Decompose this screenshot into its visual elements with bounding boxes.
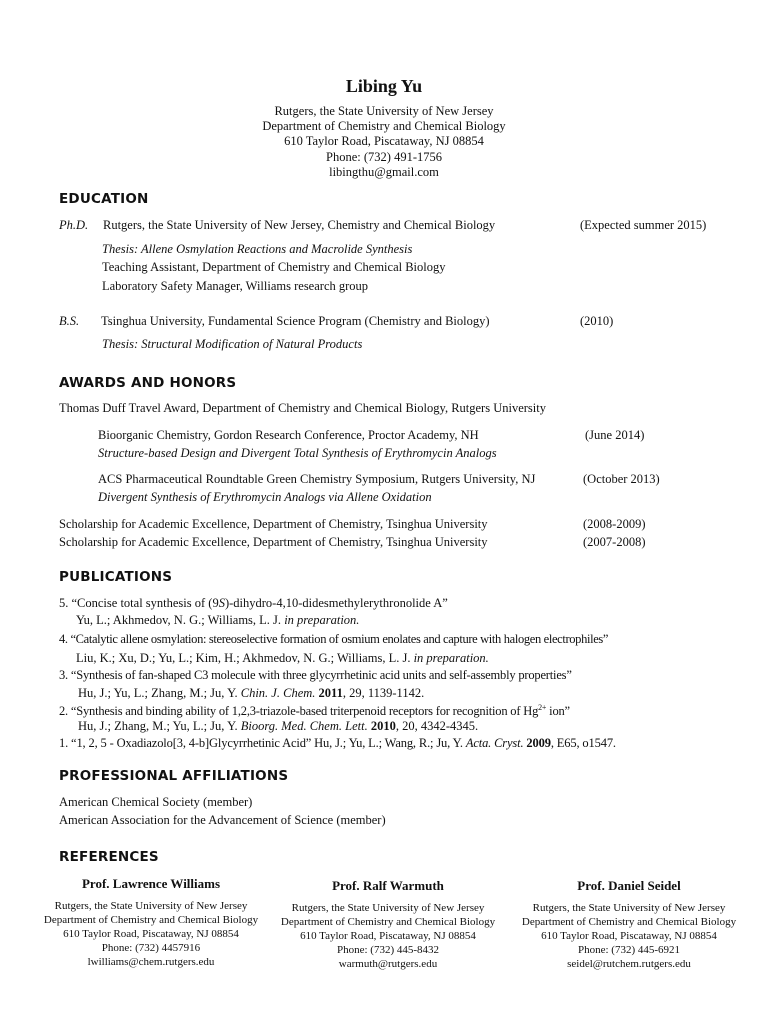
reference-line: Department of Chemistry and Chemical Biology	[280, 916, 496, 928]
affiliation-item: American Chemical Society (member)	[59, 795, 253, 809]
reference-line: Department of Chemistry and Chemical Biology	[43, 914, 259, 926]
header-address: 610 Taylor Road, Piscataway, NJ 08854	[284, 134, 484, 149]
conference-date: (June 2014)	[585, 428, 645, 442]
phd-thesis: Thesis: Allene Osmylation Reactions and Macrolide Synthesis	[102, 242, 413, 256]
scholarship: Scholarship for Academic Excellence, Department of Chemistry, Tsinghua University	[59, 517, 488, 531]
phd-detail: Teaching Assistant, Department of Chemistry and Chemical Biology	[102, 260, 446, 274]
bs-date: (2010)	[580, 314, 614, 328]
reference-line: Rutgers, the State University of New Jersey	[291, 902, 485, 914]
reference-line: Rutgers, the State University of New Jersey	[532, 902, 726, 914]
reference-line: Department of Chemistry and Chemical Biology	[521, 916, 737, 928]
awards-heading: AWARDS AND HONORS	[59, 375, 237, 391]
award-travel: Thomas Duff Travel Award, Department of Chemistry and Chemical Biology, Rutgers University	[59, 401, 546, 415]
affiliations-heading: PROFESSIONAL AFFILIATIONS	[59, 768, 289, 784]
reference-email[interactable]: seidel@rutchem.rutgers.edu	[567, 958, 691, 970]
reference-line: 610 Taylor Road, Piscataway, NJ 08854	[300, 930, 476, 942]
cv-name: Libing Yu	[345, 76, 423, 96]
conference-name: ACS Pharmaceutical Roundtable Green Chemistry Symposium, Rutgers University, NJ	[98, 472, 536, 486]
reference-email[interactable]: warmuth@rutgers.edu	[338, 958, 438, 970]
reference-card	[22, 877, 280, 969]
reference-line: 610 Taylor Road, Piscataway, NJ 08854	[63, 928, 239, 940]
phd-detail: Laboratory Safety Manager, Williams research group	[102, 279, 369, 293]
reference-line: Phone: (732) 445-6921	[577, 944, 681, 956]
bs-thesis: Thesis: Structural Modification of Natural Products	[102, 337, 363, 351]
reference-line: Phone: (732) 445-8432	[336, 944, 440, 956]
scholarship-date: (2008-2009)	[583, 517, 646, 531]
conference-talk: Structure-based Design and Divergent Total Synthesis of Erythromycin Analogs	[98, 446, 497, 460]
publication-title: 5. “Concise total synthesis of (9S)-dihydro-4,10-didesmethylerythronolide A”	[59, 596, 448, 610]
conference-talk: Divergent Synthesis of Erythromycin Analogs via Allene Oxidation	[98, 490, 432, 504]
reference-card	[500, 879, 758, 971]
scholarship: Scholarship for Academic Excellence, Department of Chemistry, Tsinghua University	[59, 535, 488, 549]
publications-heading: PUBLICATIONS	[59, 569, 173, 585]
reference-name: Prof. Ralf Warmuth	[332, 878, 444, 893]
bs-degree: B.S.	[59, 314, 80, 328]
conference-name: Bioorganic Chemistry, Gordon Research Conference, Proctor Academy, NH	[98, 428, 479, 442]
reference-card	[259, 879, 517, 971]
publication-title: 4. “Catalytic allene osmylation: stereoselective formation of osmium enolates and capture with halogen electrophiles”	[59, 632, 609, 646]
bs-school: Tsinghua University, Fundamental Science Program (Chemistry and Biology)	[101, 314, 490, 328]
references-heading: REFERENCES	[59, 849, 159, 865]
reference-line: Phone: (732) 4457916	[101, 942, 201, 954]
conference-date: (October 2013)	[583, 472, 660, 486]
reference-email[interactable]: lwilliams@chem.rutgers.edu	[87, 956, 215, 968]
publication-authors: Yu, L.; Akhmedov, N. G.; Williams, L. J. in preparation.	[76, 613, 360, 627]
reference-line: Rutgers, the State University of New Jersey	[54, 900, 248, 912]
education-heading: EDUCATION	[59, 191, 149, 207]
publication-authors: Liu, K.; Xu, D.; Yu, L.; Kim, H.; Akhmedov, N. G.; Williams, L. J. in preparation.	[76, 651, 489, 665]
publication-authors: Hu, J.; Zhang, M.; Yu, L.; Ju, Y. Bioorg. Med. Chem. Lett. 2010, 20, 4342-4345.	[78, 719, 479, 733]
affiliation-item: American Association for the Advancement of Science (member)	[59, 813, 386, 827]
publication-title: 3. “Synthesis of fan-shaped C3 molecule with three glycyrrhetinic acid units and self-assembly properties”	[59, 668, 572, 682]
phd-date: (Expected summer 2015)	[580, 218, 707, 232]
phd-school: Rutgers, the State University of New Jersey, Chemistry and Chemical Biology	[103, 218, 496, 232]
scholarship-date: (2007-2008)	[583, 535, 646, 549]
header-phone: Phone: (732) 491-1756	[326, 149, 442, 164]
header-email[interactable]: libingthu@gmail.com	[329, 164, 439, 179]
header-department: Department of Chemistry and Chemical Biology	[262, 119, 506, 134]
reference-line: 610 Taylor Road, Piscataway, NJ 08854	[541, 930, 717, 942]
publication-authors: Hu, J.; Yu, L.; Zhang, M.; Ju, Y. Chin. J. Chem. 2011, 29, 1139-1142.	[78, 686, 425, 700]
publication-title: 2. “Synthesis and binding ability of 1,2,3-triazole-based triterpenoid receptors for recognition of $Hg^{2+}$ ion”	[59, 703, 570, 719]
phd-degree: Ph.D.	[59, 218, 89, 232]
reference-name: Prof. Daniel Seidel	[577, 878, 681, 893]
reference-name: Prof. Lawrence Williams	[81, 876, 221, 891]
publication-entry: 1. “1, 2, 5 - Oxadiazolo[3, 4-b]Glycyrrhetinic Acid” Hu, J.; Yu, L.; Wang, R.; Ju, Y. Acta. Cryst. 2009, E65, o1547.	[59, 736, 616, 750]
header-university: Rutgers, the State University of New Jersey	[274, 104, 494, 118]
header-contact	[0, 104, 768, 180]
